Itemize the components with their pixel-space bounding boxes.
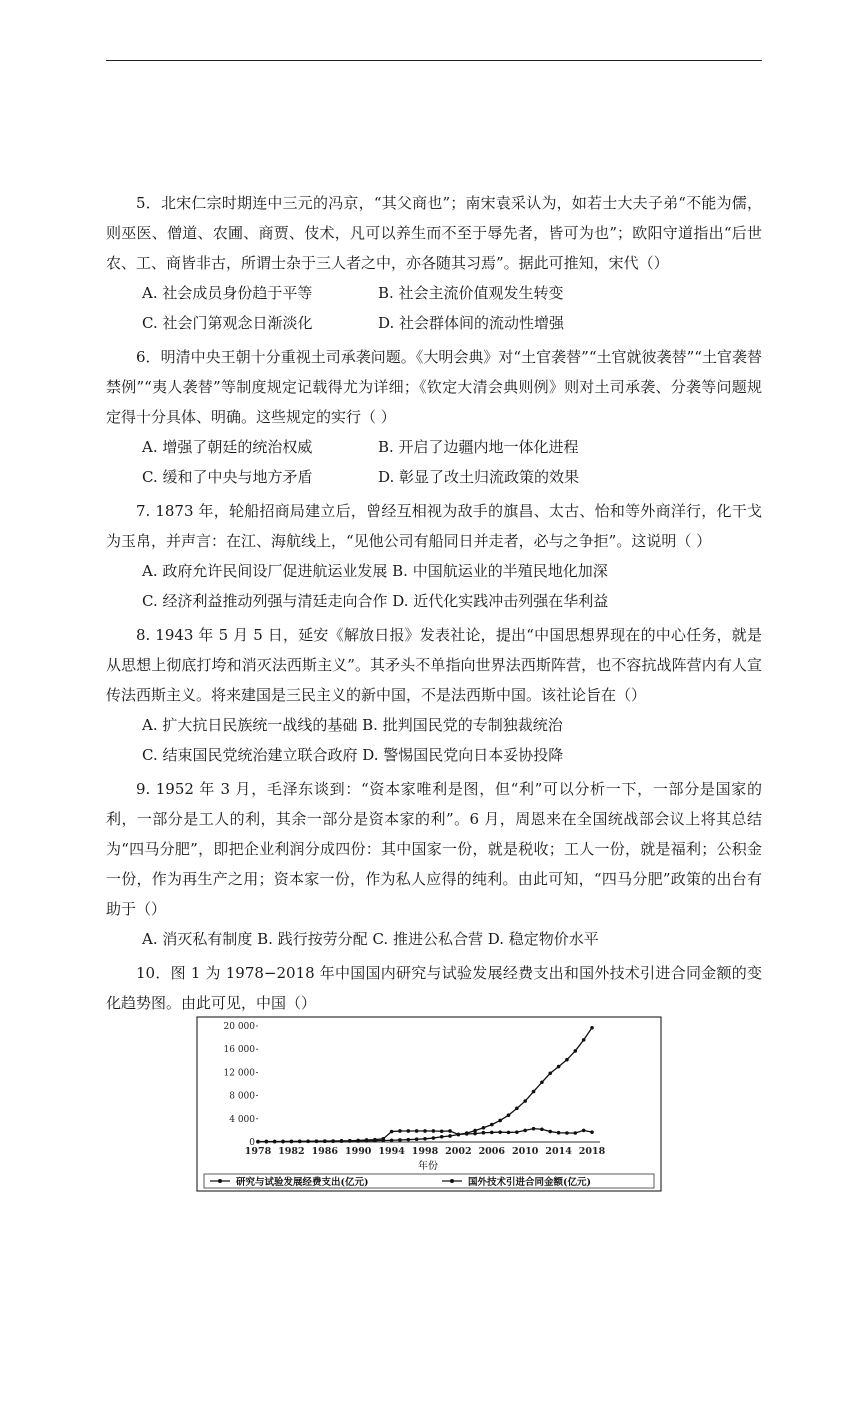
x-tick-label: 1990 <box>344 1146 372 1157</box>
series-tech-import-point <box>398 1129 402 1133</box>
options-line-1: A. 政府允许民间设厂促进航运业发展 B. 中国航运业的半殖民地化加深 <box>142 562 608 580</box>
series-tech-import-point <box>440 1129 444 1133</box>
series-tech-import-point <box>306 1139 310 1143</box>
series-rd-point <box>432 1136 436 1140</box>
series-tech-import-point <box>557 1131 561 1135</box>
series-rd-point <box>423 1137 427 1141</box>
question-9 <box>106 774 762 954</box>
series-tech-import-point <box>290 1140 294 1144</box>
option-b: B. 开启了边疆内地一体化进程 <box>378 438 579 456</box>
option-c: C. 缓和了中央与地方矛盾 <box>142 468 313 486</box>
options-line-1: A. 消灭私有制度 B. 践行按劳分配 C. 推进公私合营 D. 稳定物价水平 <box>142 930 599 948</box>
series-rd-line <box>258 1028 592 1142</box>
x-tick-label: 1978 <box>244 1146 272 1157</box>
series-tech-import-point <box>315 1139 319 1143</box>
series-tech-import-point <box>565 1131 569 1135</box>
series-tech-import-point <box>331 1139 335 1143</box>
line-chart <box>196 1016 662 1192</box>
chart-figure <box>196 1016 662 1192</box>
series-rd-point <box>415 1137 419 1141</box>
series-rd-point <box>507 1113 511 1117</box>
legend-label: 国外技术引进合同金额(亿元) <box>468 1177 591 1188</box>
question-stem: 6．明清中央王朝十分重视土司承袭问题。《大明会典》对“土官袭替”“土官就彼袭替”“土官袭替禁例”“夷人袭替”等制度规定记载得尤为详细；《钦定大清会典则例》则对土司承袭、分袭等问题规定得十分具体、明确。这些规定的实行（ ） <box>106 348 762 426</box>
series-rd-point <box>540 1080 544 1084</box>
x-tick-label: 2006 <box>478 1146 506 1157</box>
series-tech-import-point <box>582 1129 586 1133</box>
series-tech-import-point <box>273 1140 277 1144</box>
x-tick-label: 1998 <box>411 1146 439 1157</box>
series-rd-point <box>565 1058 569 1062</box>
series-tech-import-point <box>407 1129 411 1133</box>
y-tick-label: 20 000 <box>223 1022 255 1032</box>
series-rd-point <box>523 1099 527 1103</box>
series-tech-import-point <box>381 1137 385 1141</box>
series-tech-import-point <box>590 1130 594 1134</box>
y-tick-label: 4 000 <box>229 1114 255 1125</box>
option-b: B. 社会主流价值观发生转变 <box>378 284 564 302</box>
question-stem: 5．北宋仁宗时期连中三元的冯京，“其父商也”；南宋袁采认为，如若士大夫子弟“不能为儒，则巫医、僧道、农圃、商贾、伎术，凡可以养生而不至于辱先者，皆可为也”；欧阳守道指出“后世农、工、商皆非古，所谓士杂于三人者之中，亦各随其习焉”。据此可推知，宋代（） <box>106 194 762 272</box>
y-tick-label: 8 000 <box>229 1091 255 1102</box>
options-row <box>106 278 762 308</box>
series-rd-point <box>557 1065 561 1069</box>
series-rd-point <box>574 1049 578 1053</box>
option-c: C. 社会门第观念日渐淡化 <box>142 314 313 332</box>
series-tech-import-point <box>340 1139 344 1143</box>
y-tick-label: 0 <box>249 1138 255 1148</box>
option-a: A. 增强了朝廷的统治权威 <box>142 438 313 456</box>
options-line-2: C. 结束国民党统治建立联合政府 D. 警惕国民党向日本妥协投降 <box>142 746 564 764</box>
series-tech-import-point <box>523 1129 527 1133</box>
y-tick-label: 12 000 <box>223 1068 255 1079</box>
question-6 <box>106 342 762 492</box>
series-rd-point <box>440 1135 444 1139</box>
chart-legend <box>204 1174 654 1188</box>
x-tick-label: 1982 <box>278 1146 305 1157</box>
question-stem: 9. 1952 年 3 月，毛泽东谈到：“资本家唯利是图，但“利”可以分析一下，一部分是国家的利，一部分是工人的利，其余一部分是资本家的利”。6 月，周恩来在全国统战部会议上将其总结为“四马分肥”，即把企业利润分成四份：其中国家一份，就是税收；工人一份，就是福利；公积金一份，作为再生产之用；资本家一份，作为私人应得的纯利。由此可知，“四马分肥”政策的出台有助于（） <box>106 780 762 918</box>
x-tick-label: 2010 <box>511 1146 539 1157</box>
series-rd-point <box>590 1026 594 1030</box>
y-tick-label: 16 000 <box>223 1045 255 1056</box>
x-tick-label: 2018 <box>578 1146 606 1157</box>
series-tech-import-point <box>473 1132 477 1136</box>
series-rd-point <box>390 1138 394 1142</box>
series-rd-point <box>407 1138 411 1142</box>
series-rd-point <box>515 1107 519 1111</box>
series-tech-import-point <box>507 1131 511 1135</box>
x-tick-label: 2002 <box>445 1146 472 1157</box>
series-rd-point <box>482 1126 486 1130</box>
header-rule <box>106 60 762 61</box>
chart-series <box>256 1026 594 1144</box>
series-rd-point <box>448 1134 452 1138</box>
question-8 <box>106 620 762 770</box>
series-tech-import-point <box>498 1130 502 1134</box>
option-a: A. 社会成员身份趋于平等 <box>142 284 313 302</box>
question-stem: 10．图 1 为 1978−2018 年中国国内研究与试验发展经费支出和国外技术引进合同金额的变化趋势图。由此可见，中国（） <box>106 964 762 1012</box>
series-tech-import-point <box>415 1129 419 1133</box>
series-tech-import-point <box>356 1139 360 1143</box>
series-rd-point <box>582 1038 586 1042</box>
series-tech-import-point <box>423 1129 427 1133</box>
series-tech-import-point <box>390 1130 394 1134</box>
series-tech-import-point <box>457 1133 461 1137</box>
question-stem: 8. 1943 年 5 月 5 日，延安《解放日报》发表社论，提出“中国思想界现在的中心任务，就是从思想上彻底打垮和消灭法西斯主义”。其矛头不单指向世界法西斯阵营，也不容抗战阵营内有人宣传法西斯主义。将来建国是三民主义的新中国，不是法西斯中国。该社论旨在（） <box>106 626 762 704</box>
x-tick-label: 1986 <box>311 1146 339 1157</box>
x-tick-label: 1994 <box>378 1146 405 1157</box>
series-tech-import-point <box>323 1139 327 1143</box>
question-7 <box>106 496 762 616</box>
series-tech-import-point <box>348 1139 352 1143</box>
option-d: D. 彰显了改土归流政策的效果 <box>378 468 580 486</box>
question-stem: 7. 1873 年，轮船招商局建立后，曾经互相视为敌手的旗昌、太古、怡和等外商洋行，化干戈为玉帛，并声言：在江、海航线上，“见他公司有船同日并走者，必与之争拒”。这说明（ ） <box>106 502 762 550</box>
exam-page <box>106 188 762 1022</box>
series-rd-point <box>398 1138 402 1142</box>
legend-swatch-point <box>218 1179 222 1183</box>
legend-label: 研究与试验发展经费支出(亿元) <box>236 1177 369 1188</box>
options-line-2: C. 经济利益推动列强与清廷走向合作 D. 近代化实践冲击列强在华利益 <box>142 592 609 610</box>
options-row <box>106 308 762 338</box>
chart-axes <box>224 1022 606 1157</box>
series-tech-import-point <box>515 1130 519 1134</box>
series-tech-import-point <box>265 1140 269 1144</box>
series-tech-import-point <box>532 1127 536 1131</box>
series-tech-import-point <box>465 1132 469 1136</box>
options-line-1: A. 扩大抗日民族统一战线的基础 B. 批判国民党的专制独裁统治 <box>142 716 563 734</box>
series-tech-import-point <box>548 1130 552 1134</box>
series-rd-point <box>548 1071 552 1075</box>
question-5 <box>106 188 762 338</box>
series-tech-import-point <box>540 1127 544 1131</box>
x-tick-label: 2014 <box>545 1146 572 1157</box>
series-tech-import-point <box>373 1138 377 1142</box>
options-row <box>106 432 762 462</box>
series-tech-import-point <box>365 1138 369 1142</box>
series-tech-import-point <box>482 1131 486 1135</box>
series-tech-import-point <box>281 1140 285 1144</box>
x-axis-label: 年份 <box>418 1161 438 1172</box>
series-tech-import-point <box>298 1140 302 1144</box>
series-rd-point <box>498 1119 502 1123</box>
series-tech-import-point <box>448 1129 452 1133</box>
series-tech-import-point <box>574 1131 578 1135</box>
option-d: D. 社会群体间的流动性增强 <box>378 314 565 332</box>
series-rd-point <box>532 1090 536 1094</box>
series-tech-import-point <box>490 1131 494 1135</box>
series-tech-import-point <box>432 1129 436 1133</box>
question-10 <box>106 958 762 1018</box>
series-rd-point <box>490 1123 494 1127</box>
legend-swatch-point <box>450 1179 454 1183</box>
series-tech-import-point <box>256 1140 260 1144</box>
options-row <box>106 462 762 492</box>
